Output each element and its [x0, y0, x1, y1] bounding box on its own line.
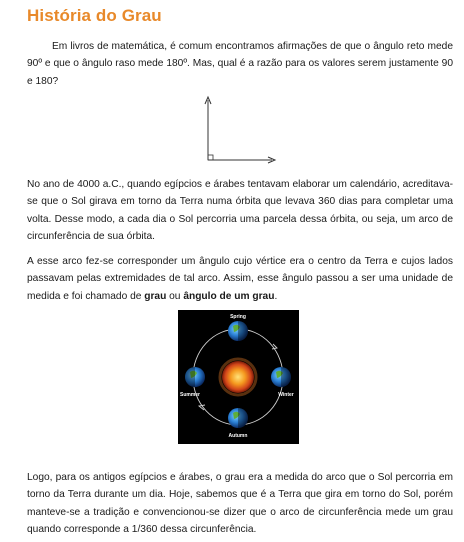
label-winter: Winter — [278, 392, 294, 398]
earth-winter-icon — [271, 367, 291, 387]
label-autumn: Autumn — [228, 433, 248, 439]
page-title: História do Grau — [27, 6, 162, 25]
label-summer: Summer — [179, 392, 201, 398]
paragraph-conclusion: Logo, para os antigos egípcios e árabes, o grau era a medida do arco que o Sol percorria em torno da Terra durante um dia. Hoje, sabemos que é a Terra que gira em torno do Sol, porém manteve-se a tradição e convencionou-se dizer que o arco de circunferência mede um grau quando corresponde a 1/360 dessa circunferência. — [27, 472, 453, 536]
right-angle-figure — [198, 94, 278, 166]
seasons-orbit-diagram — [178, 310, 299, 444]
earth-spring-icon — [228, 321, 248, 341]
paragraph-intro: Em livros de matemática, é comum encontramos afirmações de que o ângulo reto mede 90º e que o ângulo raso mede 180º. Mas, qual é a razão para os valores serem justamente 90 e 180? — [27, 41, 453, 87]
term-angulo-de-um-grau: ângulo de um grau — [183, 290, 275, 302]
earth-autumn-icon — [228, 408, 248, 428]
paragraph-calendar: No ano de 4000 a.C., quando egípcios e árabes tentavam elaborar um calendário, acreditava-se que o Sol girava em torno da Terra numa órbita que levava 360 dias para completar uma volta. Desse modo, a cada dia o Sol percorria uma parcela dessa órbita, ou seja, um arco de circunferência de sua órbita. — [27, 179, 453, 243]
paragraph-degree-text-2: ou — [166, 290, 184, 302]
paragraph-degree — [27, 253, 453, 305]
earth-summer-icon — [185, 367, 205, 387]
term-grau: grau — [144, 290, 167, 302]
paragraph-degree-text-3: . — [274, 290, 278, 302]
label-spring: Spring — [230, 314, 246, 320]
sun-icon — [222, 361, 254, 393]
paragraph-degree-text-1: A esse arco fez-se corresponder um ângulo cujo vértice era o centro da Terra e cujos lados passavam pelas extremidades de tal arco. Assim, esse ângulo passou a ser uma unidade de medida e foi chamado de — [27, 256, 453, 302]
